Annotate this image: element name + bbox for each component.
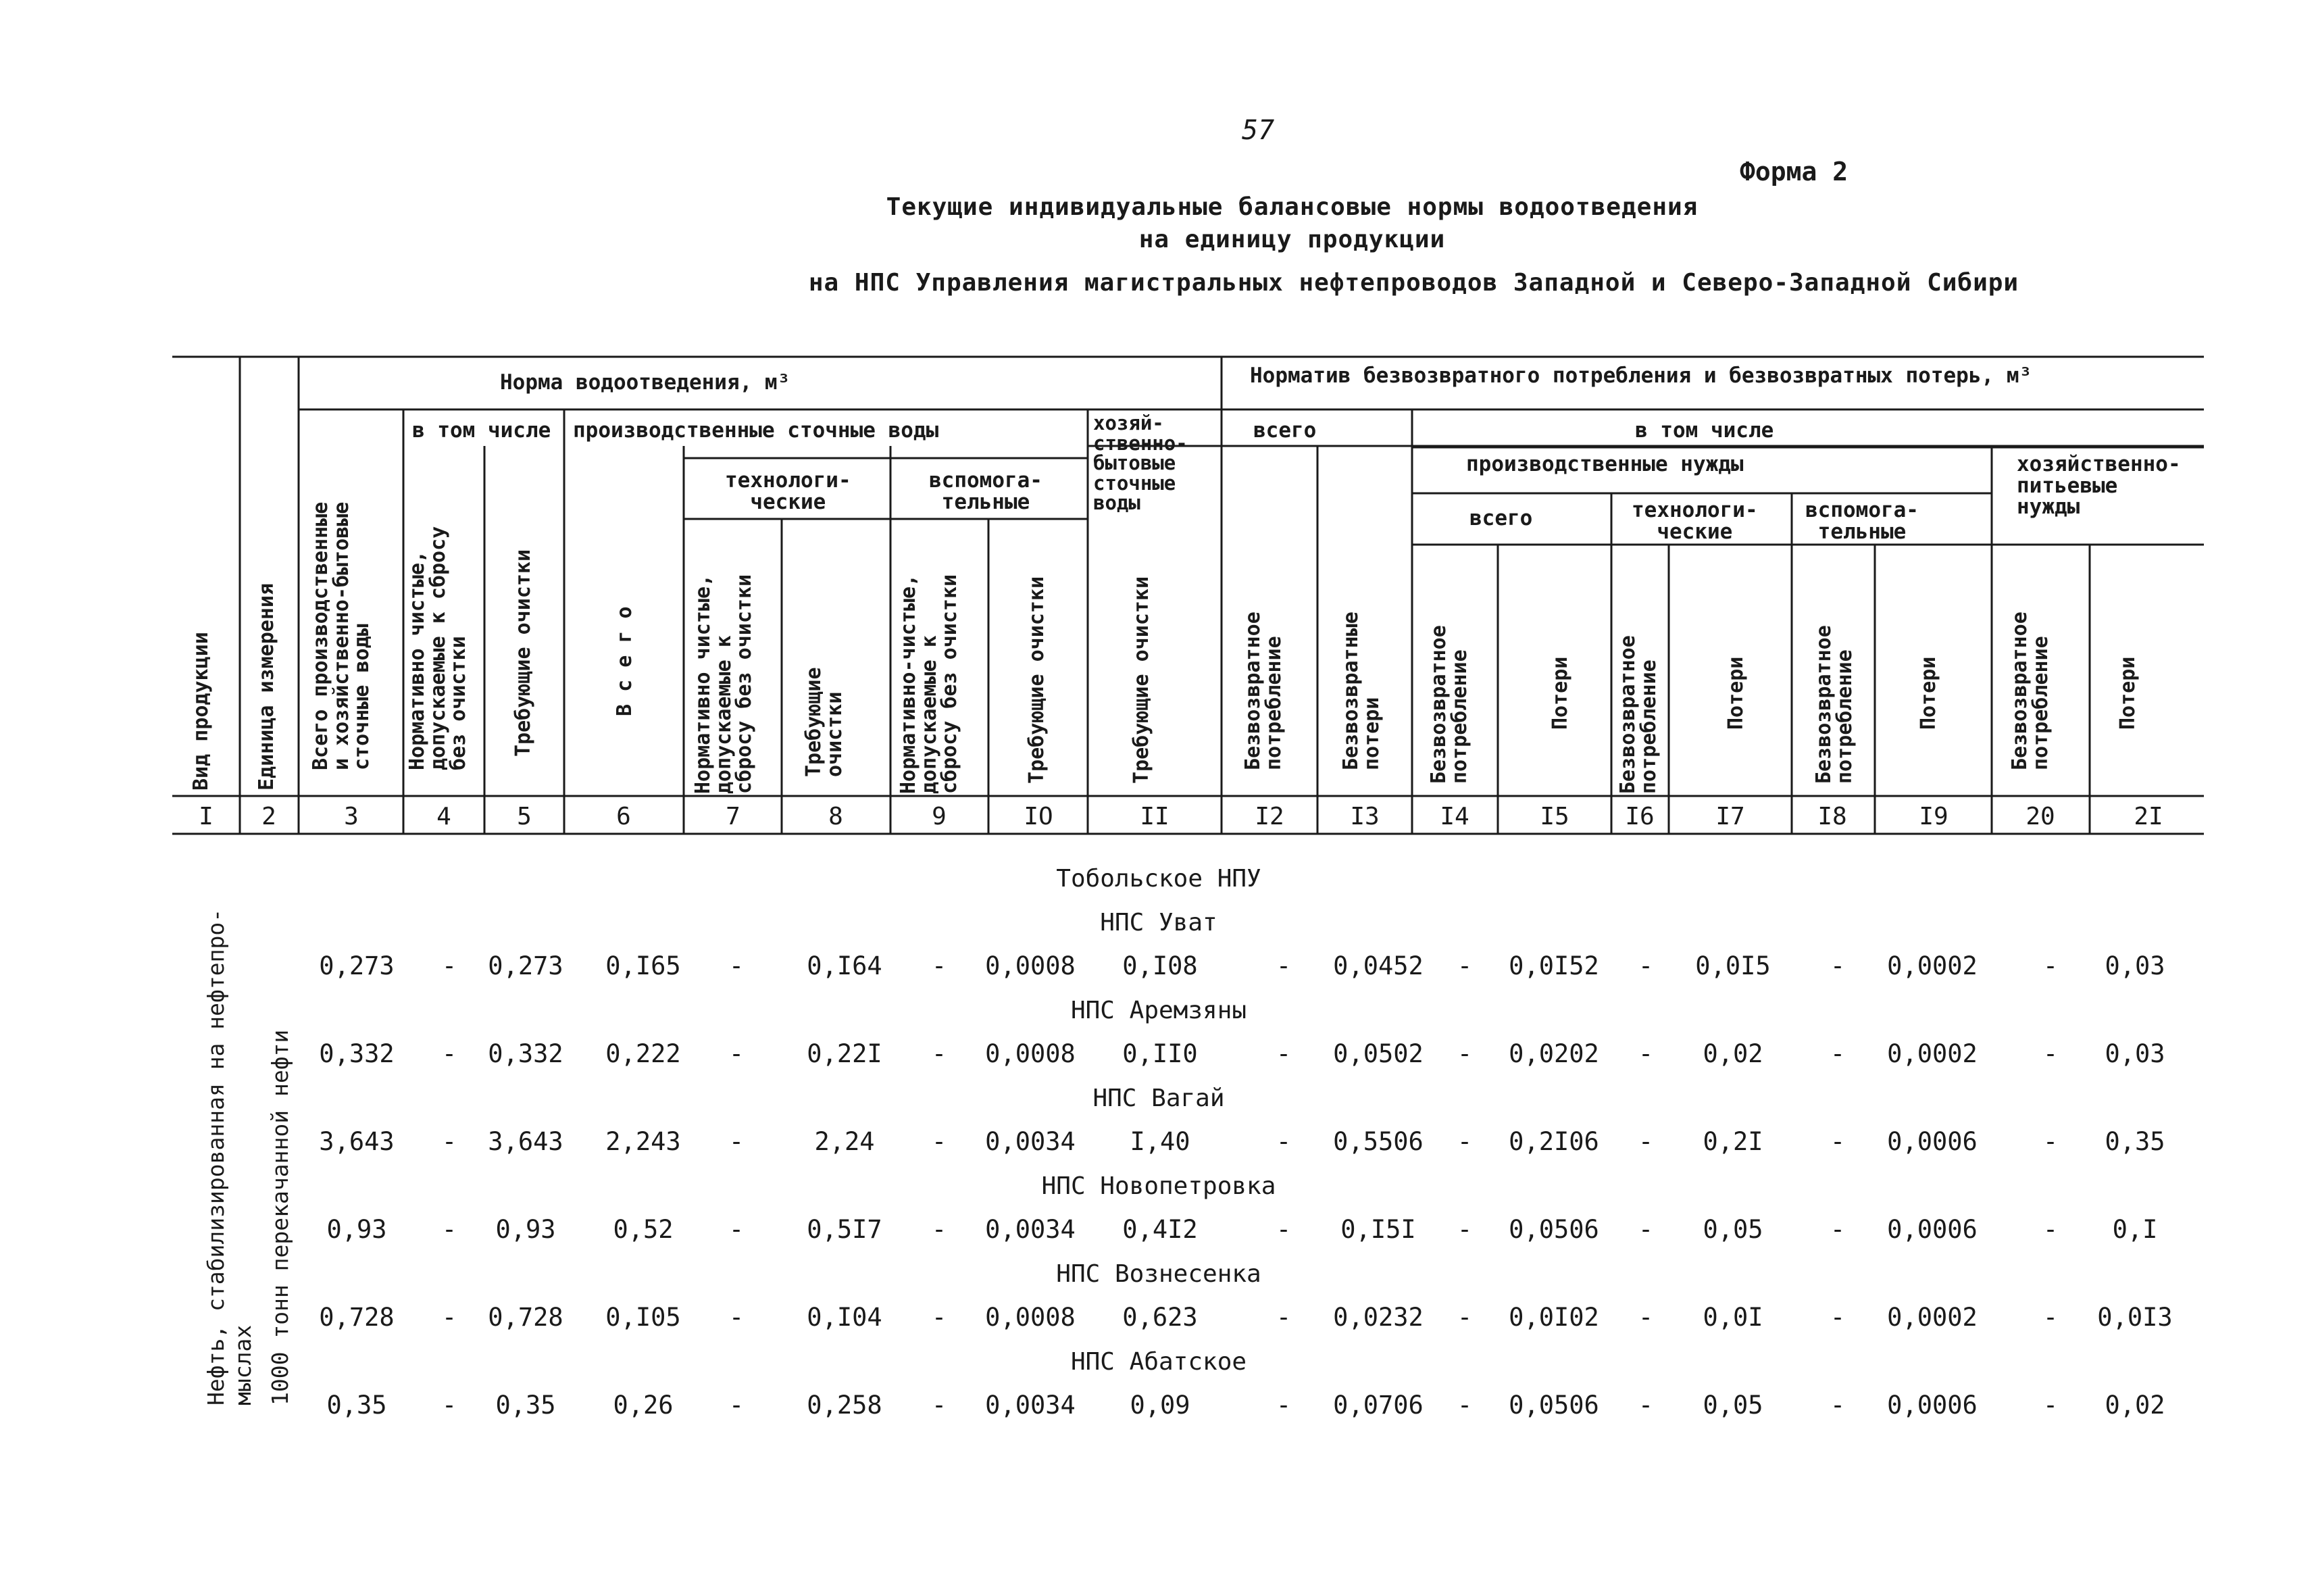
table-cell: 0,02: [1703, 1039, 1763, 1068]
header-vid: Вид продукции: [189, 632, 213, 791]
station-name: НПС Новопетровка: [1041, 1172, 1276, 1200]
table-cell: -: [2042, 1127, 2059, 1156]
header-normativ: Норматив безвозвратного потребления и безвозвратных потерь, м³: [1250, 364, 2032, 388]
header-norma: Норма водоотведения, м³: [500, 370, 790, 395]
header-proizv-stochnye: производственные сточные воды: [573, 418, 939, 443]
column-number: 9: [932, 803, 947, 830]
table-cell: 0,I65: [605, 951, 681, 980]
header-v-tom-chisle: в том числе: [412, 418, 551, 443]
table-cell: 0,26: [613, 1391, 674, 1420]
table-cell: -: [728, 1127, 745, 1156]
table-cell: -: [1276, 1215, 1292, 1244]
header-trebuyushchie-4: Требующие очистки: [1130, 576, 1153, 784]
header-norm-chistye: Нормативно чистые, допускаемые к сбросу без очистки: [405, 526, 471, 770]
header-hoz-pit: хозяйственно- питьевые нужды: [2017, 452, 2181, 520]
column-number: I2: [1255, 803, 1284, 830]
column-number: 2: [261, 803, 276, 830]
table-cell: -: [728, 1215, 745, 1244]
column-number: I4: [1440, 803, 1469, 830]
header-tehnol: технологи- ческие: [725, 468, 851, 514]
table-cell: -: [728, 951, 745, 980]
table-cell: -: [441, 1303, 457, 1332]
table-cell: -: [1638, 1303, 1654, 1332]
table-cell: 3,643: [319, 1127, 395, 1156]
header-poteri-15: Потери: [1549, 656, 1572, 730]
table-cell: -: [1457, 1127, 1473, 1156]
table-cell: 0,0452: [1333, 951, 1424, 980]
header-bezvozvr-potr-20: Безвозвратное потребление: [2008, 612, 2053, 770]
table-cell: -: [1638, 1127, 1654, 1156]
header-total-prod-hb: Всего производственные и хозяйственно-бытовые сточные воды: [309, 501, 374, 770]
table-cell: -: [931, 1391, 947, 1420]
column-number: I6: [1625, 803, 1655, 830]
header-bezvozvr-potr-18: Безвозвратное потребление: [1812, 625, 1857, 784]
unit-label: 1000 тонн перекачанной нефти: [267, 1029, 293, 1405]
table-cell: -: [1638, 951, 1654, 980]
table-cell: -: [2042, 951, 2059, 980]
header-bezvozvr-potr: Безвозвратное потребление: [1241, 612, 1286, 770]
column-number: I: [199, 803, 213, 830]
table-cell: 0,2I06: [1509, 1127, 1599, 1156]
table-cell: 0,728: [488, 1303, 563, 1332]
table-cell: 0,728: [319, 1303, 395, 1332]
station-name: НПС Уват: [1100, 909, 1217, 937]
header-norm-chistye-3: Нормативно-чистые, допускаемые к сбросу без очистки: [897, 574, 962, 794]
column-number: II: [1140, 803, 1169, 830]
table-cell: -: [1457, 1039, 1473, 1068]
table-cell: 3,643: [488, 1127, 563, 1156]
table-cell: 0,273: [488, 951, 563, 980]
column-number: 8: [828, 803, 843, 830]
table-cell: 0,273: [319, 951, 395, 980]
table-cell: -: [931, 1215, 947, 1244]
table-cell: 0,0034: [985, 1215, 1076, 1244]
table-cell: 0,332: [488, 1039, 563, 1068]
form-label: Форма 2: [1740, 157, 1848, 186]
table-cell: -: [1830, 1039, 1846, 1068]
station-name: НПС Вагай: [1092, 1084, 1225, 1112]
table-cell: 0,I04: [807, 1303, 882, 1332]
column-number: I3: [1350, 803, 1380, 830]
title-line-3: на НПС Управления магистральных нефтепроводов Западной и Северо-Западной Сибири: [808, 269, 2019, 297]
column-number: I8: [1817, 803, 1847, 830]
header-v-tom-chisle-2: в том числе: [1635, 418, 1774, 443]
table-cell: 0,93: [326, 1215, 387, 1244]
table-cell: -: [2042, 1215, 2059, 1244]
header-hoz-byt: хозяй- ственно- бытовые сточные воды: [1093, 412, 1188, 515]
header-norm-chistye-2: Нормативно чистые, допускаемые к сбросу без очистки: [691, 574, 757, 794]
table-cell: 0,332: [319, 1039, 395, 1068]
table-cell: -: [1457, 1215, 1473, 1244]
station-name: НПС Абатское: [1070, 1348, 1247, 1376]
table-cell: 0,0502: [1333, 1039, 1424, 1068]
table-cell: -: [728, 1391, 745, 1420]
header-poteri-19: Потери: [1917, 656, 1940, 730]
table-cell: -: [1638, 1039, 1654, 1068]
table-cell: -: [1276, 1391, 1292, 1420]
table-cell: 0,5I7: [807, 1215, 882, 1244]
table-cell: -: [441, 951, 457, 980]
table-cell: 0,35: [2105, 1127, 2165, 1156]
table-cell: 0,0I02: [1509, 1303, 1599, 1332]
table-cell: -: [1638, 1215, 1654, 1244]
table-cell: 0,0002: [1887, 951, 1978, 980]
table-cell: 0,35: [326, 1391, 387, 1420]
table-cell: 0,0008: [985, 1303, 1076, 1332]
header-vsego: всего: [1253, 418, 1317, 443]
table-cell: 0,0034: [985, 1391, 1076, 1420]
column-number: 4: [436, 803, 451, 830]
table-cell: -: [1830, 1391, 1846, 1420]
table-cell: -: [1276, 1127, 1292, 1156]
column-number: 5: [517, 803, 532, 830]
header-unit: Единица измерения: [255, 582, 278, 791]
table-cell: -: [728, 1303, 745, 1332]
table-cell: -: [1457, 951, 1473, 980]
column-number: IO: [1024, 803, 1053, 830]
header-bezvozvr-potr-16: Безвозвратное потребление: [1616, 635, 1661, 794]
header-proizv-nuzhdy: производственные нужды: [1466, 452, 1744, 476]
product-label: Нефть, стабилизированная на нефтепро- мыслах: [203, 908, 256, 1405]
table-cell: -: [1638, 1391, 1654, 1420]
table-cell: I,40: [1130, 1127, 1190, 1156]
table-cell: 0,03: [2105, 1039, 2165, 1068]
table-cell: 0,0006: [1887, 1391, 1978, 1420]
table-cell: 0,35: [495, 1391, 556, 1420]
table-cell: -: [2042, 1303, 2059, 1332]
table-cell: 0,4I2: [1122, 1215, 1198, 1244]
table-cell: 0,0232: [1333, 1303, 1424, 1332]
table-cell: 0,0002: [1887, 1039, 1978, 1068]
table-cell: 0,0I3: [2097, 1303, 2173, 1332]
table-cell: 0,II0: [1122, 1039, 1198, 1068]
column-number: I9: [1919, 803, 1948, 830]
table-cell: 0,258: [807, 1391, 882, 1420]
header-trebuyushchie-3: Требующие очистки: [1025, 576, 1049, 784]
table-cell: 0,22I: [807, 1039, 882, 1068]
station-name: НПС Вознесенка: [1056, 1260, 1261, 1288]
column-number: 7: [726, 803, 740, 830]
header-tehnol-2: технологи- ческие: [1632, 498, 1758, 544]
header-bezvozvr-potr-14: Безвозвратное потребление: [1427, 625, 1472, 784]
table-cell: -: [441, 1391, 457, 1420]
table-cell: 0,0506: [1509, 1391, 1599, 1420]
header-vspomog-2: вспомога- тельные: [1805, 498, 1919, 544]
header-trebuyushchie: Требующие очистки: [511, 549, 535, 757]
column-number: 6: [616, 803, 631, 830]
table-cell: 0,93: [495, 1215, 556, 1244]
table-cell: -: [1276, 951, 1292, 980]
table-cell: -: [1830, 1215, 1846, 1244]
table-cell: 0,I64: [807, 951, 882, 980]
table-cell: 0,52: [613, 1215, 674, 1244]
table-cell: 0,0706: [1333, 1391, 1424, 1420]
table-cell: -: [1276, 1303, 1292, 1332]
header-poteri-17: Потери: [1724, 656, 1748, 730]
table-cell: 0,222: [605, 1039, 681, 1068]
header-vsego-spaced: В с е г о: [613, 606, 636, 716]
table-cell: 0,09: [1130, 1391, 1190, 1420]
table-cell: -: [2042, 1039, 2059, 1068]
table-cell: 0,03: [2105, 951, 2165, 980]
table-cell: -: [931, 951, 947, 980]
table-cell: -: [441, 1039, 457, 1068]
table-cell: 0,05: [1703, 1215, 1763, 1244]
table-cell: 0,0I5: [1695, 951, 1771, 980]
table-cell: 0,0008: [985, 1039, 1076, 1068]
table-cell: -: [1457, 1303, 1473, 1332]
table-cell: 0,5506: [1333, 1127, 1424, 1156]
table-cell: 0,02: [2105, 1391, 2165, 1420]
table-cell: -: [1276, 1039, 1292, 1068]
column-number: 3: [344, 803, 359, 830]
table-cell: 0,0034: [985, 1127, 1076, 1156]
table-cell: 0,05: [1703, 1391, 1763, 1420]
header-poteri-21: Потери: [2116, 656, 2140, 730]
column-number: I5: [1540, 803, 1569, 830]
table-cell: 2,243: [605, 1127, 681, 1156]
station-name: НПС Аремзяны: [1070, 997, 1247, 1024]
table-cell: 0,623: [1122, 1303, 1198, 1332]
table-cell: -: [728, 1039, 745, 1068]
header-bezvozvr-poteri: Безвозвратные потери: [1339, 612, 1384, 770]
column-number: 20: [2026, 803, 2055, 830]
table-cell: -: [441, 1127, 457, 1156]
header-trebuyushchie-2: Требующие очистки: [802, 667, 847, 777]
table-cell: 0,2I: [1703, 1127, 1763, 1156]
header-vspomog: вспомога- тельные: [929, 468, 1042, 514]
table-cell: 0,0006: [1887, 1127, 1978, 1156]
column-number: 2I: [2134, 803, 2163, 830]
table-cell: 0,0002: [1887, 1303, 1978, 1332]
table-cell: -: [1830, 1127, 1846, 1156]
table-cell: 0,I08: [1122, 951, 1198, 980]
table-cell: -: [2042, 1391, 2059, 1420]
table-cell: 0,0008: [985, 951, 1076, 980]
table-cell: -: [1830, 951, 1846, 980]
column-number: I7: [1715, 803, 1745, 830]
table-cell: -: [931, 1303, 947, 1332]
table-cell: 0,I05: [605, 1303, 681, 1332]
table-cell: 0,0I52: [1509, 951, 1599, 980]
title-line-1: Текущие индивидуальные балансовые нормы водоотведения: [886, 193, 1699, 221]
table-cell: -: [931, 1039, 947, 1068]
page-number: 57: [1242, 115, 1275, 146]
table-cell: 0,0006: [1887, 1215, 1978, 1244]
table-cell: 0,0506: [1509, 1215, 1599, 1244]
table-cell: 0,0I: [1703, 1303, 1763, 1332]
group-title: Тобольское НПУ: [1056, 865, 1261, 893]
table-cell: -: [1830, 1303, 1846, 1332]
table-cell: 2,24: [814, 1127, 875, 1156]
table-cell: -: [1457, 1391, 1473, 1420]
table-cell: 0,0202: [1509, 1039, 1599, 1068]
table-cell: 0,I: [2112, 1215, 2158, 1244]
title-line-2: на единицу продукции: [1138, 226, 1446, 253]
table-cell: -: [441, 1215, 457, 1244]
table-cell: 0,I5I: [1340, 1215, 1416, 1244]
table-cell: -: [931, 1127, 947, 1156]
header-vsego-2: всего: [1469, 506, 1533, 530]
